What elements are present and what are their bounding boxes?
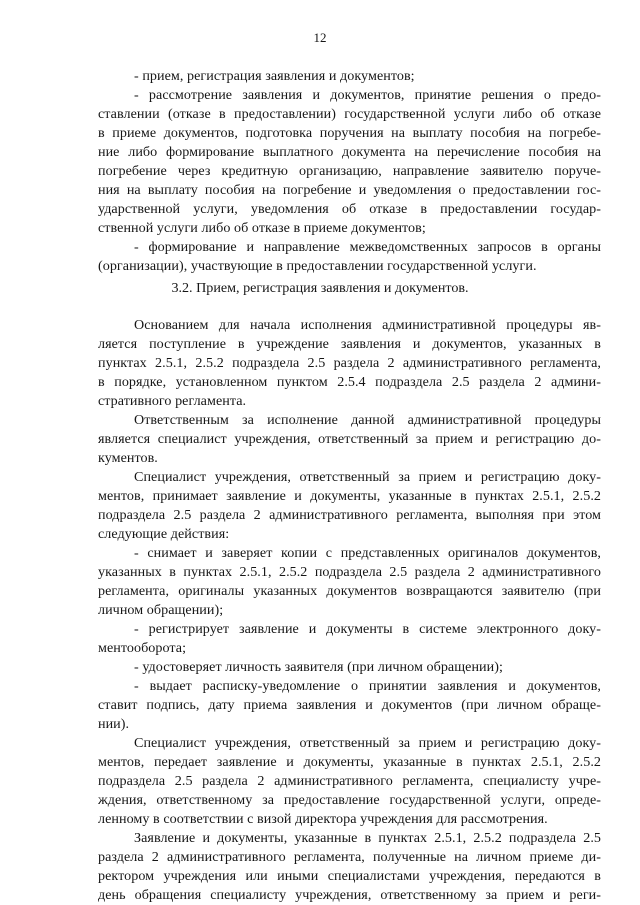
paragraph-basis-start: Основанием для начала исполнения административной процедуры яв- [134, 317, 601, 333]
intro-list [98, 67, 601, 276]
text-line: день обращения специалисту учреждения, ответственному за прием и реги- [98, 887, 601, 903]
section-heading: 3.2. Прием, регистрация заявления и документов. [171, 280, 469, 296]
text-line: личном обращении); [98, 602, 224, 618]
text-line: ментов, передает заявление и документы, указанные в пунктах 2.5.1, 2.5.2 [98, 754, 601, 770]
list-item-identity: - удостоверяет личность заявителя (при личном обращении); [134, 659, 503, 675]
text-line: следующие действия: [98, 526, 230, 542]
text-line: кументов. [98, 450, 158, 466]
text-line: пунктах 2.5.1, 2.5.2 подраздела 2.5 раздела 2 административного регламента, [98, 355, 601, 371]
list-item-registers: - регистрирует заявление и документы в системе электронного доку- [134, 621, 601, 637]
text-line: раздела 2 административного регламента, полученные на личном приеме ди- [98, 849, 601, 865]
text-line: ментооборота; [98, 640, 187, 656]
list-item-review: - рассмотрение заявления и документов, принятие решения о предо- [134, 87, 601, 103]
text-line: ждения, ответственному за предоставление государственной услуги, опреде- [98, 792, 601, 808]
section-body [98, 316, 601, 905]
list-item-receipt: - выдает расписку-уведомление о принятии заявления и документов, [134, 678, 601, 694]
paragraph-director-reception-start: Заявление и документы, указанные в пунктах 2.5.1, 2.5.2 подраздела 2.5 [134, 830, 601, 846]
text-line: является специалист учреждения, ответственный за прием и регистрацию до- [98, 431, 601, 447]
text-line: стративного регламента. [98, 393, 247, 409]
text-line: указанных в пунктах 2.5.1, 2.5.2 подраздела 2.5 раздела 2 административного [98, 564, 601, 580]
text-line: ляется поступление в учреждение заявления и документов, указанных в [98, 336, 601, 352]
text-line: в приеме документов, подготовка поручения на выплату пособия на погребе- [98, 125, 601, 141]
text-line: ударственной услуги, уведомления об отказе в предоставлении государ- [98, 201, 601, 217]
paragraph-specialist-accepts-start: Специалист учреждения, ответственный за прием и регистрацию доку- [134, 469, 601, 485]
text-line: ние либо формирование выплатного документа на перечисление пособия на [98, 144, 601, 160]
paragraph-responsible-start: Ответственным за исполнение данной административной процедуры [134, 412, 601, 428]
text-line: подраздела 2.5 раздела 2 административного регламента, специалисту учре- [98, 773, 601, 789]
text-line: ментов, принимает заявление и документы, указанные в пунктах 2.5.1, 2.5.2 [98, 488, 601, 504]
list-item-reception: - прием, регистрация заявления и документов; [134, 68, 415, 84]
text-line: ния на выплату пособия на погребение и уведомления о предоставлении гос- [98, 182, 601, 198]
list-item-interagency-requests: - формирование и направление межведомственных запросов в органы [134, 239, 601, 255]
text-line: ленному в соответствии с визой директора учреждения для рассмотрения. [98, 811, 548, 827]
page-number: 12 [313, 30, 327, 45]
text-line: ставит подпись, дату приема заявления и документов (при личном обраще- [98, 697, 601, 713]
text-line: регламента, оригиналы указанных документов возвращаются заявителю (при [98, 583, 601, 599]
text-line: ректором учреждения или иными специалистами учреждения, передаются в [98, 868, 601, 884]
text-line: (организации), участвующие в предоставлении государственной услуги. [98, 258, 537, 274]
text-line: погребение через кредитную организацию, направление заявителю поруче- [98, 163, 601, 179]
text-line: ственной услуги либо об отказе в приеме документов; [98, 220, 426, 236]
text-line: подраздела 2.5 раздела 2 административного регламента, выполняя при этом [98, 507, 601, 523]
text-line: нии). [98, 716, 130, 732]
paragraph-specialist-transfers-start: Специалист учреждения, ответственный за прием и регистрацию доку- [134, 735, 601, 751]
list-item-copies: - снимает и заверяет копии с представленных оригиналов документов, [134, 545, 601, 561]
text-line: ставлении (отказе в предоставлении) государственной услуги либо об отказе [98, 106, 601, 122]
text-line: в порядке, установленном пунктом 2.5.4 подраздела 2.5 раздела 2 админи- [98, 374, 601, 390]
